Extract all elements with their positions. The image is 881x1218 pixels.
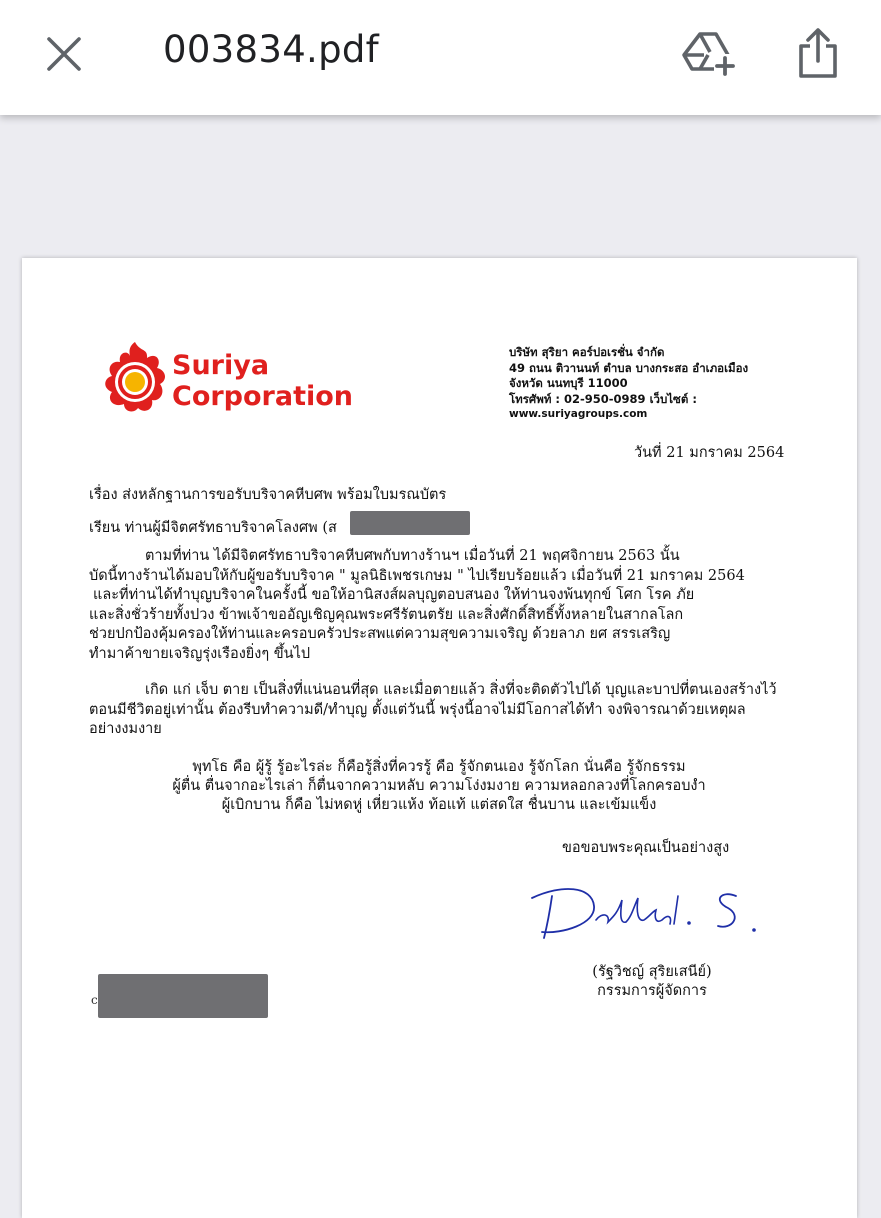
letter-date: วันที่ 21 มกราคม 2564	[634, 445, 785, 461]
paragraph-line: เกิด แก่ เจ็บ ตาย เป็นสิ่งที่แน่นอนที่สุด และเมื่อตายแล้ว สิ่งที่จะติดตัวไปได้ บุญและบาปที่ตนเองสร้างไว้	[145, 682, 777, 698]
add-to-drive-button[interactable]	[680, 28, 740, 80]
closing-thanks: ขอขอบพระคุณเป็นอย่างสูง	[562, 840, 730, 856]
address-line-2: จังหวัด นนทบุรี 11000	[509, 376, 628, 390]
address-line-1: 49 ถนน ติวานนท์ ตำบล บางกระสอ อำเภอเมือง	[509, 360, 749, 375]
signer-name: (รัฐวิชญ์ สุริยเสนีย์)	[592, 964, 712, 980]
salutation-text: เรียน ท่านผู้มีจิตศรัทธาบริจาคโลงศพ (	[89, 520, 328, 536]
signer-title: กรรมการผู้จัดการ	[597, 983, 707, 999]
file-name-title: 003834.pdf	[163, 28, 380, 71]
cc-prefix: c	[91, 993, 98, 1007]
add-to-drive-icon	[680, 28, 740, 80]
brand-line-2: Corporation	[172, 381, 354, 412]
verse-line: พุทโธ คือ ผู้รู้ รู้อะไรล่ะ ก็คือรู้สิ่งที่ควรรู้ คือ รู้จักตนเอง รู้จักโลก นั่นคือ รู้จักธรรม	[192, 759, 686, 775]
company-name: บริษัท สุริยา คอร์ปอเรชั่น จำกัด	[509, 345, 665, 359]
paragraph-line: ทำมาค้าขายเจริญรุ่งเรืองยิ่งๆ ขึ้นไป	[89, 645, 311, 662]
company-address-block	[509, 345, 809, 423]
verse-line: ผู้ตื่น ตื่นจากอะไรเล่า ก็ตื่นจากความหลับ ความโง่งมงาย ความหลอกลวงที่โลกครอบงำ	[172, 778, 706, 794]
redacted-recipient-info	[98, 974, 268, 1018]
signer-block	[562, 963, 742, 1001]
brand-line-1: Suriya	[172, 350, 270, 381]
top-app-bar	[0, 0, 881, 115]
share-icon	[793, 24, 843, 84]
share-button[interactable]	[793, 24, 843, 84]
paragraph-1	[89, 547, 745, 664]
handwritten-signature	[522, 876, 772, 946]
letter-subject: เรื่อง ส่งหลักฐานการขอรับบริจาคหีบศพ พร้อมใบมรณบัตร	[89, 487, 447, 503]
pdf-page	[22, 258, 857, 1218]
phone-line: โทรศัพท์ : 02-950-0989 เว็บไซต์ :	[509, 391, 697, 406]
paragraph-line: อย่างงมงาย	[89, 721, 162, 737]
paragraph-line: ตามที่ท่าน ได้มีจิตศรัทธาบริจาคหีบศพกับทางร้านฯ เมื่อวันที่ 21 พฤศจิกายน 2563 นั้น	[145, 548, 680, 564]
brand-name	[172, 350, 353, 412]
suriya-logo-flame-icon	[100, 338, 170, 416]
paragraph-line: ตอนมีชีวิตอยู่เท่านั้น ต้องรีบทำความดี/ทำบุญ ตั้งแต่วันนี้ พรุ่งนี้อาจไม่มีโอกาสได้ทำ จงพิจารณาด้วยเหตุผล	[89, 701, 746, 718]
paragraph-line: ช่วยปกป้องคุ้มครองให้ท่านและครอบครัวประสพแต่ความสุขความเจริญ ด้วยลาภ ยศ สรรเสริญ	[89, 626, 671, 642]
close-button[interactable]	[40, 30, 88, 78]
website: www.suriyagroups.com	[509, 408, 648, 420]
buddhist-verse	[89, 758, 789, 815]
redacted-donor-name	[350, 511, 470, 535]
close-icon	[40, 30, 88, 78]
salutation-prefix-char: ส	[328, 520, 337, 536]
paragraph-2	[89, 681, 777, 740]
paragraph-line: และสิ่งชั่วร้ายทั้งปวง ข้าพเจ้าขออัญเชิญคุณพระศรีรัตนตรัย และสิ่งศักดิ์สิทธิ์ทั้งหลายในสากลโลก	[89, 606, 684, 623]
paragraph-line: และที่ท่านได้ทำบุญบริจาคในครั้งนี้ ขอให้อานิสงส์ผลบุญตอบสนอง ให้ท่านจงพ้นทุกข์ โศก โรค ภัย	[93, 587, 695, 603]
verse-line: ผู้เบิกบาน ก็คือ ไม่หดหู่ เหี่ยวแห้ง ท้อแท้ แต่สดใส ชื่นบาน และเข้มแข็ง	[221, 797, 657, 813]
paragraph-line: บัดนี้ทางร้านได้มอบให้กับผู้ขอรับบริจาค " มูลนิธิเพชรเกษม " ไปเรียบร้อยแล้ว เมื่อวันที่ 21 มกราคม 2564	[89, 567, 745, 584]
